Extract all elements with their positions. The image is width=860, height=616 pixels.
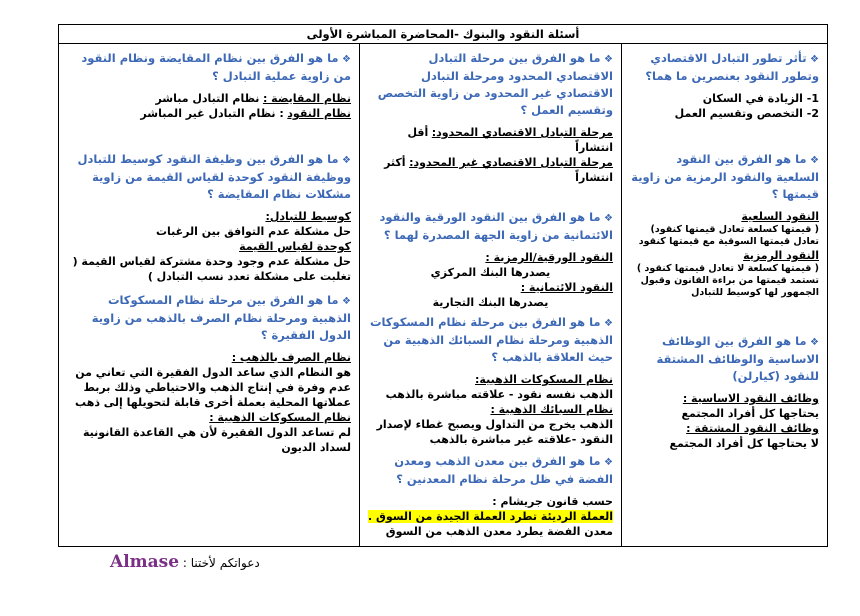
highlighted-text: العملة الرديئة تطرد العملة الجيدة من السوق . <box>368 510 613 523</box>
answer-line: لم تساعد الدول الفقيرة لأن هي القاعدة القانونية لسداد الديون <box>83 426 351 454</box>
answer-line: يصدرها البنك التجارية <box>432 296 549 309</box>
question: ❖ ما هو الفرق بين مرحلة نظام المسكوكات الذهبية ومرحلة نظام الصرف بالذهب من زاوية الدول الفقيرة ؟ <box>91 293 351 342</box>
answer-line: نظام النقود : نظام التبادل غير المباشر <box>140 107 351 120</box>
answer-heading: وظائف النقود المشتقة : <box>686 422 819 435</box>
question: ❖ ما هو الفرق بين مرحلة نظام المسكوكات الذهبية ومرحلة نظام السبائك الذهبية من حيث العلاقة بالذهب ؟ <box>369 315 613 364</box>
answer-heading: النقود الورقية/الرمزية : <box>485 251 613 264</box>
diamond-bullet-icon: ❖ <box>806 155 819 166</box>
notes-sheet <box>58 24 828 547</box>
answer-line: نظام المقايضة : نظام التبادل مباشر <box>155 92 351 105</box>
answer-line: مرحلة التبادل الاقتصادي المحدود: أقل انتشاراً <box>407 126 613 154</box>
answer-line: تعادل قيمتها السوقية مع قيمتها كنقود <box>638 236 819 247</box>
answer-heading: وظائف النقود الاساسية : <box>682 392 819 405</box>
answer-line: يصدرها البنك المركزي <box>430 266 551 279</box>
diamond-bullet-icon: ❖ <box>806 337 819 348</box>
answer-heading: نظام السبائك الذهبية : <box>490 403 613 416</box>
answer-heading: نظام الصرف بالذهب : <box>231 351 351 364</box>
question: ❖ ما هو الفرق بين النقود الورقية والنقود الائتمانية من زاوية الجهة المصدرة لهما ؟ <box>379 210 613 242</box>
answer-line: معدن الفضة يطرد معدن الذهب من السوق <box>385 525 613 538</box>
author-name: Almase <box>110 552 180 572</box>
question: ❖ ما هو الفرق بين مرحلة التبادل الاقتصادي المحدود ومرحلة التبادل الاقتصادي غير المحدود من زاوية التخصص وتقسيم العمل ؟ <box>377 51 613 117</box>
diamond-bullet-icon: ❖ <box>600 318 613 329</box>
footer-prefix: دعواتكم لأختنا : <box>182 556 260 570</box>
answer-line: حسب قانون جريشام : <box>492 495 613 508</box>
answer-line: ( قيمتها كسلعة لا تعادل قيمتها كنقود ) <box>636 263 819 274</box>
diamond-bullet-icon: ❖ <box>806 54 819 65</box>
column-middle <box>359 44 622 546</box>
answer-line: تستمد قيمتها من براءة القانون وقبول الجمهور لها كوسيط للتبادل <box>640 275 819 298</box>
question: ❖ ما هو الفرق بين النقود السلعية والنقود الرمزية من زاوية قيمتها ؟ <box>631 152 819 201</box>
question: ❖ تأثر تطور التبادل الاقتصادي وتطور النقود بعنصرين ما هما؟ <box>645 51 819 83</box>
answer-line: الذهب يخرج من التداول ويصبح غطاء لإصدار النقود -علاقته غير مباشرة بالذهب <box>376 418 613 446</box>
answer-line: الذهب نفسه نقود - علاقته مباشرة بالذهب <box>385 388 613 401</box>
question: ❖ ما هو الفرق بين وظيفة النقود كوسيط للتبادل ووظيفة النقود كوحدة لقياس القيمة من زاوية مشكلات نظام المقايضة ؟ <box>77 152 351 201</box>
answer-heading: نظام المسكوكات الذهبية: <box>475 373 613 386</box>
answer-heading: نظام المسكوكات الذهبية : <box>209 411 351 424</box>
diamond-bullet-icon: ❖ <box>600 54 613 65</box>
answer-line: 2- التخصص وتقسيم العمل <box>674 107 819 120</box>
columns <box>59 44 827 546</box>
answer-line: حل مشكلة عدم وجود وحدة مشتركة لقياس القيمة ( تغلبت على مشكلة تعدد نسب التبادل ) <box>72 255 351 283</box>
column-right <box>622 44 827 546</box>
answer-heading: كوحدة لقياس القيمة <box>239 240 351 253</box>
answer-line <box>368 509 613 524</box>
answer-line: ( قيمتها كسلعة تعادل قيمتها كنقود) <box>650 224 819 235</box>
answer-line: لا يحتاجها كل أفراد المجتمع <box>669 437 819 450</box>
answer-line: يحتاجها كل أفراد المجتمع <box>681 407 819 420</box>
diamond-bullet-icon: ❖ <box>338 296 351 307</box>
answer-line: هو النظام الذي ساعد الدول الفقيرة التي تعاني من عدم وفرة في إنتاج الذهب والاحتياطي وذلك بربط عملاتها المحلية بعملة أخرى قابلة لتحويلها إلى ذهب <box>75 366 351 409</box>
diamond-bullet-icon: ❖ <box>338 155 351 166</box>
page-title: أسئلة النقود والبنوك -المحاضرة المباشرة الأولى <box>59 25 827 44</box>
answer-line: مرحلة التبادل الاقتصادي غير المحدود: أكثر انتشاراً <box>384 156 613 184</box>
diamond-bullet-icon: ❖ <box>600 213 613 224</box>
diamond-bullet-icon: ❖ <box>600 457 613 468</box>
answer-heading: النقود الائتمانية : <box>520 281 613 294</box>
answer-line: حل مشكلة عدم التوافق بين الرغبات <box>155 225 351 238</box>
answer-heading: النقود الرمزية <box>743 249 819 262</box>
answer-line: 1- الزيادة في السكان <box>702 92 819 105</box>
question: ❖ ما هو الفرق بين الوظائف الاساسية والوظائف المشتقة للنقود (كيارلن) <box>656 334 819 383</box>
answer-heading: كوسيط للتبادل: <box>265 210 351 223</box>
column-left <box>59 44 359 546</box>
footer-credit <box>110 552 260 572</box>
diamond-bullet-icon: ❖ <box>338 54 351 65</box>
question: ❖ ما هو الفرق بين نظام المقايضة ونظام النقود من زاوية عملية التبادل ؟ <box>81 51 351 83</box>
answer-heading: النقود السلعية <box>741 210 819 223</box>
question: ❖ ما هو الفرق بين معدن الذهب ومعدن الفضة في ظل مرحلة نظام المعدنين ؟ <box>394 454 613 486</box>
